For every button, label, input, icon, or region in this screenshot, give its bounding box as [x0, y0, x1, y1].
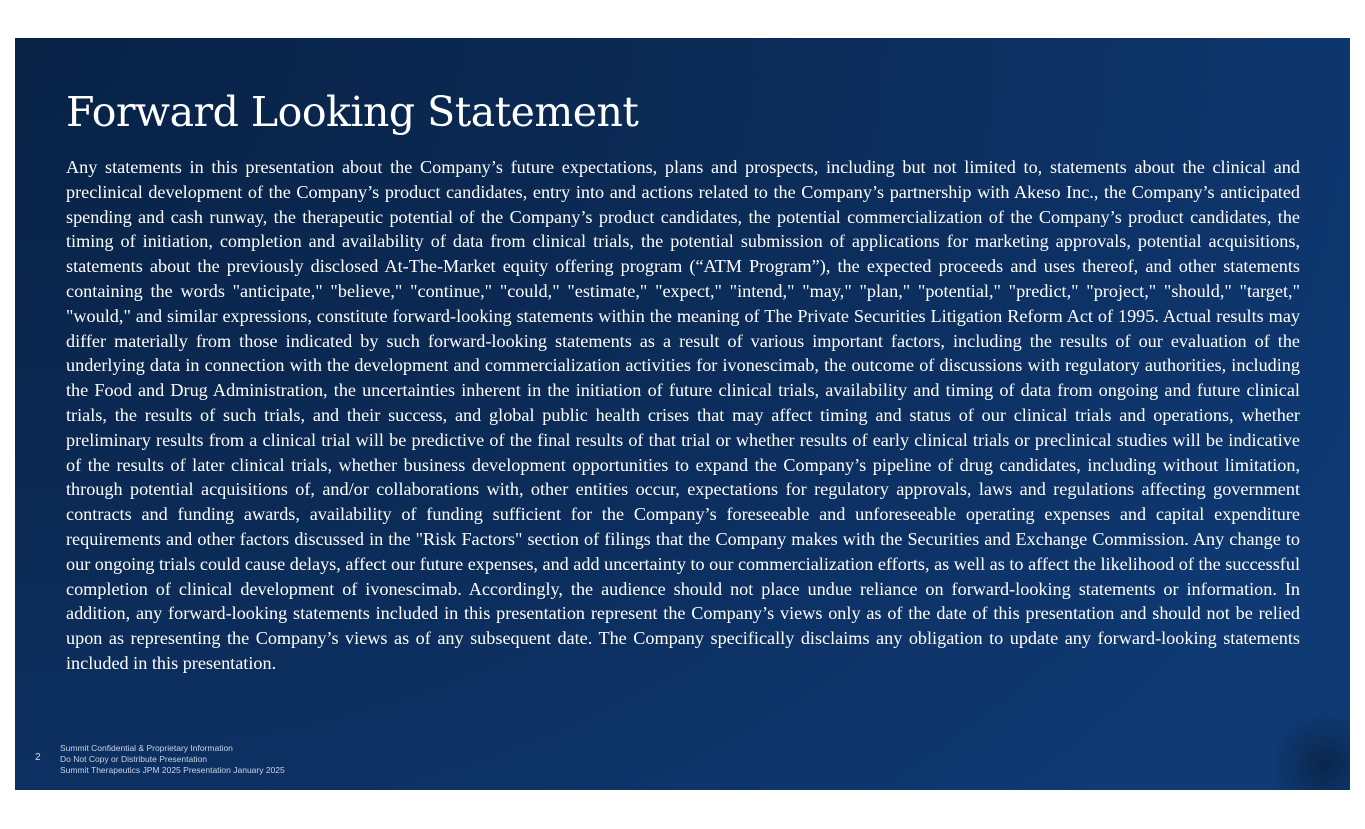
footer-do-not-copy: Do Not Copy or Distribute Presentation — [60, 754, 207, 764]
disclaimer-body: Any statements in this presentation about the Company’s future expectations, plans and prospects, including but not limited to, statements about the clinical and preclinical development of the Company’s product candidates, entry into and actions related to the Company’s partnership with Akeso Inc., the Company’s anticipated spending and cash runway, the therapeutic potential of the Company’s product candidates, the potential commercialization of the Company’s product candidates, the timing of initiation, completion and availability of data from clinical trials, the potential submission of applications for marketing approvals, potential acquisitions, statements about the previously disclosed At-The-Market equity offering program (“ATM Program”), the expected proceeds and uses thereof, and other statements containing the words "anticipate," "believe," "continue," "could," "estimate," "expect," "intend," "may," "plan," "potential," "predict," "project," "should," "target," "would," and similar expressions, constitute forward-looking statements within the meaning of The Private Securities Litigation Reform Act of 1995. Actual results may differ materially from those indicated by such forward-looking statements as a result of various important factors, including the results of our evaluation of the underlying data in connection with the development and commercialization activities for ivonescimab, the outcome of discussions with regulatory authorities, including the Food and Drug Administration, the uncertainties inherent in the initiation of future clinical trials, availability and timing of data from ongoing and future clinical trials, the results of such trials, and their success, and global public health crises that may affect timing and status of our clinical trials and operations, whether preliminary results from a clinical trial will be predictive of the final results of that trial or whether results of early clinical trials or preclinical studies will be indicative of the results of later clinical trials, whether business development opportunities to expand the Company’s pipeline of drug candidates, including without limitation, through potential acquisitions of, and/or collaborations with, other entities occur, expectations for regulatory approvals, laws and regulations affecting government contracts and funding awards, availability of funding sufficient for the Company’s foreseeable and unforeseeable operating expenses and capital expenditure requirements and other factors discussed in the "Risk Factors" section of filings that the Company makes with the Securities and Exchange Commission. Any change to our ongoing trials could cause delays, affect our future expenses, and add uncertainty to our commercialization efforts, as well as to affect the likelihood of the successful completion of clinical development of ivonescimab. Accordingly, the audience should not place undue reliance on forward-looking statements or information. In addition, any forward-looking statements included in this presentation represent the Company’s views only as of the date of this presentation and should not be relied upon as representing the Company’s views as of any subsequent date. The Company specifically disclaims any obligation to update any forward-looking statements included in this presentation. — [66, 157, 1300, 673]
slide — [15, 38, 1350, 790]
footer-presentation-info: Summit Therapeutics JPM 2025 Presentation January 2025 — [60, 765, 285, 775]
footer — [60, 743, 285, 776]
page-number: 2 — [35, 752, 41, 763]
slide-title: Forward Looking Statement — [66, 88, 639, 136]
footer-confidential: Summit Confidential & Proprietary Information — [60, 743, 233, 753]
corner-shadow — [1270, 710, 1350, 790]
